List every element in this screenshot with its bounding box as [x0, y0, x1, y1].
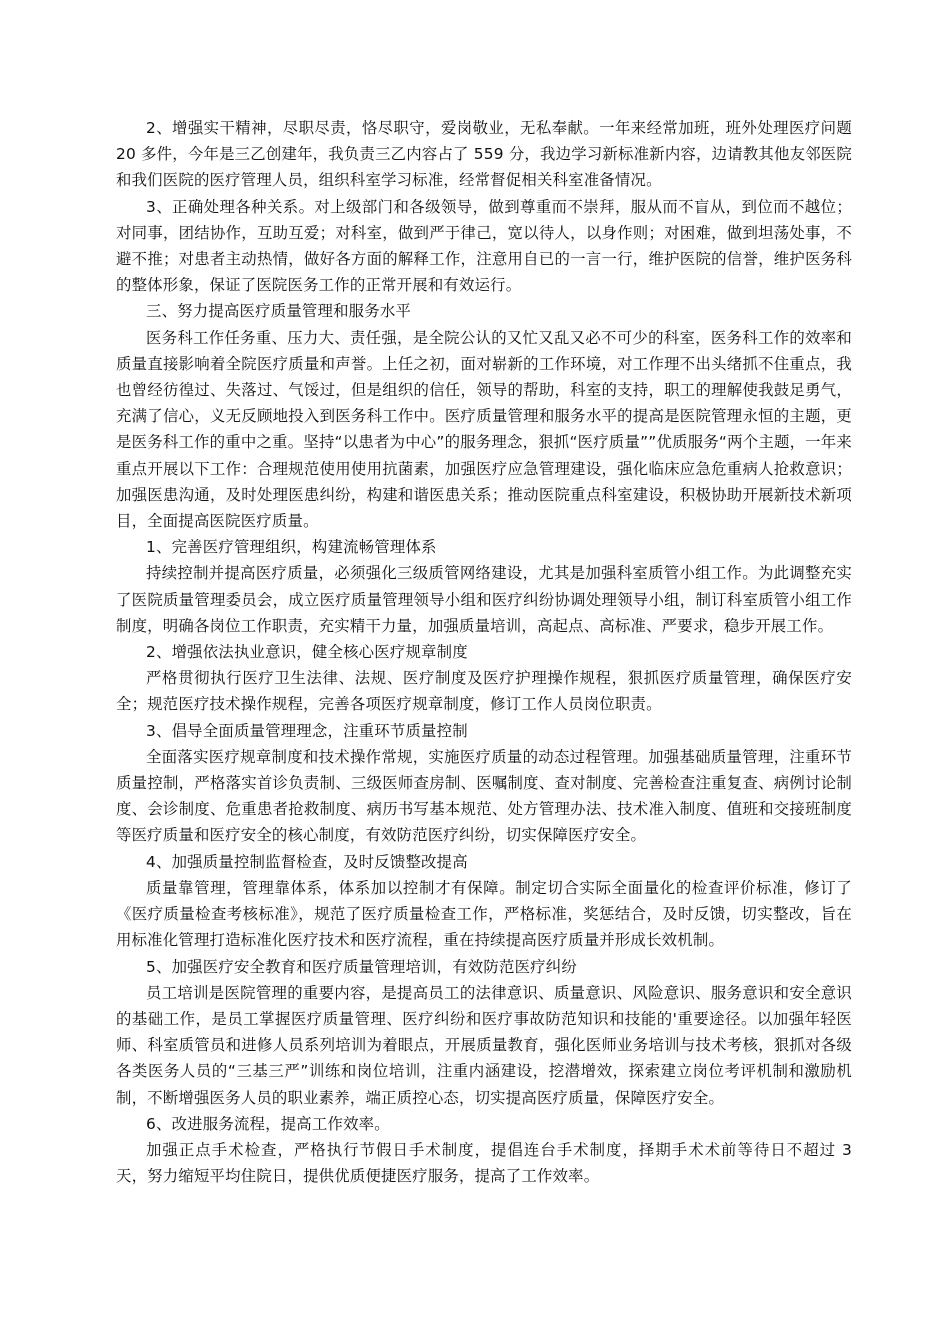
- subheading-service-flow: 6、改进服务流程，提高工作效率。: [146, 1114, 390, 1133]
- paragraph-supervision: 质量靠管理，管理靠体系，体系加以控制才有保障。制定切合实际全面量化的检查评价标准，修订了《医疗质量检查考核标准》，规范了医疗质量检查工作，严格标准，奖惩结合，及时反馈，切实整改，旨在用标准化管理打造标准化医疗技术和医疗流程，重在持续提高医疗质量并形成长效机制。: [116, 878, 852, 950]
- document-body: [116, 115, 852, 1189]
- paragraph-regulation: 严格贯彻执行医疗卫生法律、法规、医疗制度及医疗护理操作规程，狠抓医疗质量管理，确保医疗安全；规范医疗技术操作规程，完善各项医疗规章制度，修订工作人员岗位职责。: [116, 669, 852, 714]
- subheading-supervision: 4、加强质量控制监督检查，及时反馈整改提高: [146, 852, 468, 871]
- paragraph-quality-intro: 医务科工作任务重、压力大、责任强，是全院公认的又忙又乱又必不可少的科室，医务科工作的效率和质量直接影响着全院医疗质量和声誉。上任之初，面对崭新的工作环境，对工作理不出头绪抓不住重点，我也曾经彷徨过、失落过、气馁过，但是组织的信任，领导的帮助，科室的支持，职工的理解使我鼓足勇气，充满了信心，义无反顾地投入到医务科工作中。医疗质量管理和服务水平的提高是医院管理永恒的主题，更是医务科工作的重中之重。坚持“以患者为中心”的服务理念，狠抓“医疗质量””优质服务“两个主题，一年来重点开展以下工作：合理规范使用使用抗菌素，加强医疗应急管理建设，强化临床应急危重病人抢救意识；加强医患沟通，及时处理医患纠纷，构建和谐医患关系；推动医院重点科室建设，积极协助开展新技术新项目，全面提高医院医疗质量。: [116, 328, 852, 531]
- subheading-organization: 1、完善医疗管理组织，构建流畅管理体系: [146, 538, 437, 557]
- paragraph-service-flow: 加强正点手术检查，严格执行节假日手术制度，提倡连台手术制度，择期手术术前等待日不超过 3 天，努力缩短平均住院日，提供优质便捷医疗服务，提高了工作效率。: [116, 1140, 852, 1186]
- paragraph-effort: 2、增强实干精神，尽职尽责，恪尽职守，爱岗敬业，无私奉献。一年来经常加班，班外处理医疗问题 20 多件，今年是三乙创建年，我负责三乙内容占了 559 分，我边学习新标准新内容，边请教其他友邻医院和我们医院的医疗管理人员，组织科室学习标准，经常督促相关科室准备情况。: [116, 119, 852, 190]
- paragraph-organization: 持续控制并提高医疗质量，必须强化三级质管网络建设，尤其是加强科室质管小组工作。为此调整充实了医院质量管理委员会，成立医疗质量管理领导小组和医疗纠纷协调处理领导小组，制订科室质管小组工作制度，明确各岗位工作职责，充实精干力量，加强质量培训，高起点、高标准、严要求，稳步开展工作。: [116, 564, 852, 635]
- section-heading-quality: 三、努力提高医疗质量管理和服务水平: [146, 302, 412, 321]
- subheading-training: 5、加强医疗安全教育和医疗质量管理培训，有效防范医疗纠纷: [146, 957, 577, 976]
- subheading-quality-control: 3、倡导全面质量管理理念，注重环节质量控制: [146, 721, 468, 740]
- paragraph-training: 员工培训是医院管理的重要内容，是提高员工的法律意识、质量意识、风险意识、服务意识和安全意识的基础工作，是员工掌握医疗质量管理、医疗纠纷和医疗事故防范知识和技能的'重要途径。以加强年轻医师、科室质管员和进修人员系列培训为着眼点，开展质量教育，强化医师业务培训与技术考核，狠抓对各级各类医务人员的“三基三严”训练和岗位培训，注重内涵建设，挖潜增效，探索建立岗位考评机制和激励机制，不断增强医务人员的职业素养，端正质控心态，切实提高医疗质量，保障医疗安全。: [116, 983, 852, 1107]
- paragraph-quality-control: 全面落实医疗规章制度和技术操作常规，实施医疗质量的动态过程管理。加强基础质量管理，注重环节质量控制，严格落实首诊负责制、三级医师查房制、医嘱制度、查对制度、完善检查注重复查、病例讨论制度、会诊制度、危重患者抢救制度、病历书写基本规范、处方管理办法、技术准入制度、值班和交接班制度等医疗质量和医疗安全的核心制度，有效防范医疗纠纷，切实保障医疗安全。: [116, 747, 852, 845]
- paragraph-relations: 3、正确处理各种关系。对上级部门和各级领导，做到尊重而不崇拜，服从而不盲从，到位而不越位；对同事，团结协作，互助互爱；对科室，做到严于律己，宽以待人，以身作则；对困难，做到坦荡处事，不避不推；对患者主动热情，做好各方面的解释工作，注意用自已的一言一行，维护医院的信誉，维护医务科的整体形象，保证了医院医务工作的正常开展和有效运行。: [116, 197, 852, 295]
- subheading-regulation: 2、增强依法执业意识，健全核心医疗规章制度: [146, 643, 468, 662]
